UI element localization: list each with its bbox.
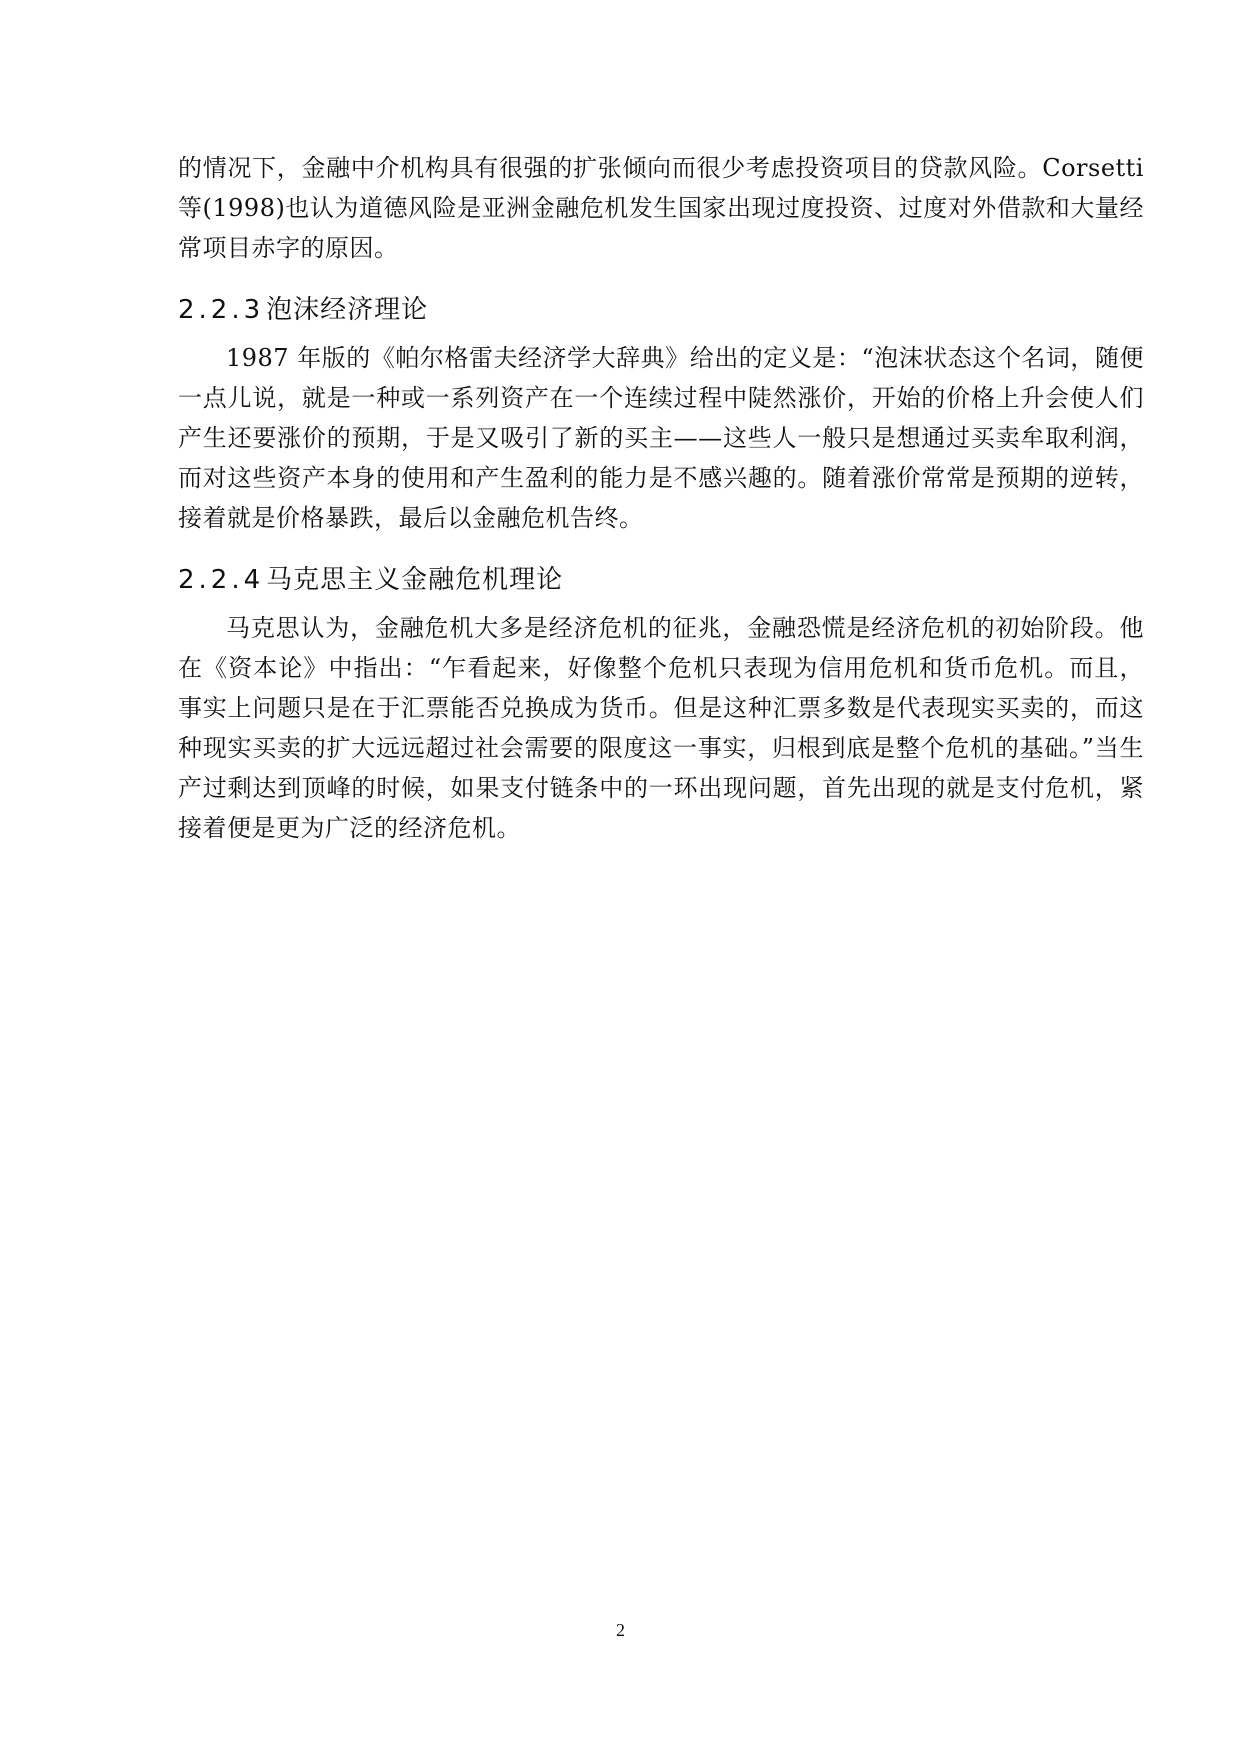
section-heading-2-2-4 [178, 560, 1144, 600]
section-heading-2-2-3 [178, 290, 1144, 330]
intro-paragraph: 的情况下，金融中介机构具有很强的扩张倾向而很少考虑投资项目的贷款风险。Corsetti 等(1998)也认为道德风险是亚洲金融危机发生国家出现过度投资、过度对外借款和大量经常项目赤字的原因。 [178, 154, 1144, 262]
section-2-2-3-paragraph: 1987 年版的《帕尔格雷夫经济学大辞典》给出的定义是：“泡沫状态这个名词，随便一点儿说，就是一种或一系列资产在一个连续过程中陡然涨价，开始的价格上升会使人们产生还要涨价的预期，于是又吸引了新的买主——这些人一般只是想通过买卖牟取利润，而对这些资产本身的使用和产生盈利的能力是不感兴趣的。随着涨价常常是预期的逆转，接着就是价格暴跌，最后以金融危机告终。 [178, 344, 1144, 532]
section-title: 泡沫经济理论 [266, 295, 429, 325]
page-content [178, 148, 1144, 848]
section-number: 2.2.4 [178, 565, 265, 595]
section-number: 2.2.3 [178, 295, 265, 325]
section-title: 马克思主义金融危机理论 [266, 565, 564, 595]
section-2-2-4-paragraph: 马克思认为，金融危机大多是经济危机的征兆，金融恐慌是经济危机的初始阶段。他在《资本论》中指出：“乍看起来，好像整个危机只表现为信用危机和货币危机。而且，事实上问题只是在于汇票能否兑换成为货币。但是这种汇票多数是代表现实买卖的，而这种现实买卖的扩大远远超过社会需要的限度这一事实，归根到底是整个危机的基础。”当生产过剩达到顶峰的时候，如果支付链条中的一环出现问题，首先出现的就是支付危机，紧接着便是更为广泛的经济危机。 [178, 614, 1144, 842]
page-number: 2 [616, 1620, 625, 1640]
